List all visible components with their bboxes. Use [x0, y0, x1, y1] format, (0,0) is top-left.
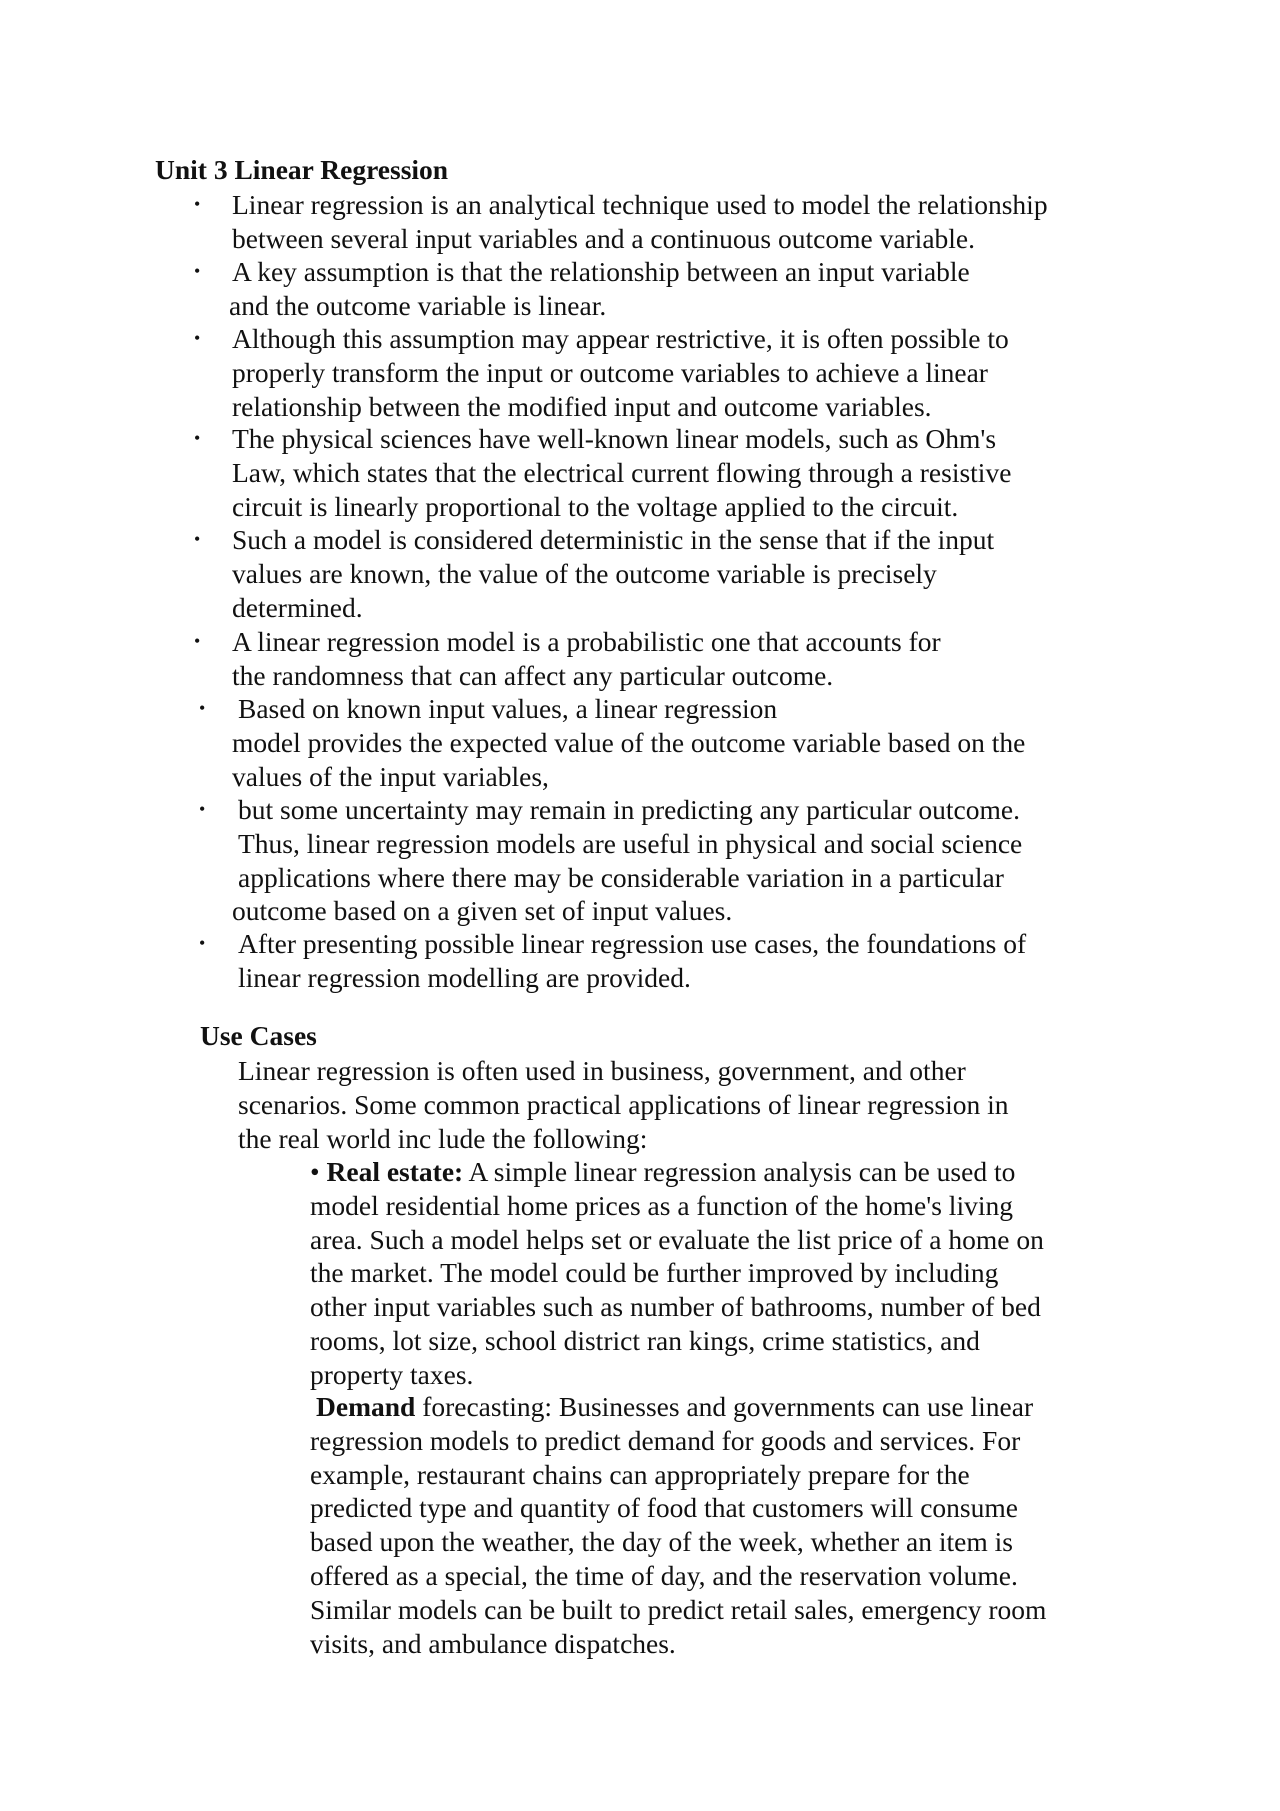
bullet-line: A linear regression model is a probabilistic one that accounts for — [232, 626, 941, 657]
bullet-line: Although this assumption may appear restrictive, it is often possible to — [232, 323, 1009, 354]
real-estate-bullet: • — [310, 1156, 320, 1187]
real-estate-first-text: A simple linear regression analysis can be used to — [463, 1156, 1016, 1187]
bullet-item — [194, 422, 1132, 523]
bullet-dot: • — [194, 428, 201, 448]
bullet-item — [199, 692, 1138, 793]
bullet-line: values are known, the value of the outcome variable is precisely — [232, 557, 937, 589]
bullet-item — [194, 523, 1132, 624]
bullet-dot: • — [194, 328, 201, 348]
bullet-dot: • — [199, 799, 206, 819]
bullet-line: Such a model is considered deterministic in the sense that if the input — [232, 524, 995, 555]
use-cases-intro — [238, 1054, 1009, 1155]
bullet-line: circuit is linearly proportional to the voltage applied to the circuit. — [232, 490, 959, 522]
bullet-line: Based on known input values, a linear regression — [238, 693, 778, 724]
bullet-item — [194, 255, 1132, 323]
intro-line: scenarios. Some common practical applications of linear regression in — [238, 1088, 1009, 1120]
bullet-item — [199, 793, 1138, 928]
demand-label: Demand — [316, 1391, 416, 1422]
real-estate-line: model residential home prices as a function of the home's living — [310, 1189, 1013, 1221]
bullet-line: After presenting possible linear regression use cases, the foundations of — [238, 928, 1027, 959]
demand-line: Similar models can be built to predict retail sales, emergency room — [310, 1593, 1047, 1625]
bullet-dot: • — [194, 529, 201, 549]
bullet-item — [194, 625, 1132, 693]
intro-line: Linear regression is often used in business, government, and other — [238, 1055, 966, 1086]
demand-line: regression models to predict demand for goods and services. For — [310, 1424, 1021, 1456]
bullet-line: outcome based on a given set of input values. — [232, 895, 733, 927]
real-estate-paragraph — [310, 1155, 1044, 1392]
bullet-line: Thus, linear regression models are useful in physical and social science — [238, 827, 1023, 859]
bullet-line: A key assumption is that the relationship between an input variable — [232, 256, 970, 287]
bullet-item — [194, 322, 1132, 423]
demand-first-text: forecasting: Businesses and governments can use linear — [415, 1391, 1034, 1422]
real-estate-line: rooms, lot size, school district ran kings, crime statistics, and — [310, 1324, 980, 1356]
real-estate-line: area. Such a model helps set or evaluate the list price of a home on — [310, 1223, 1044, 1255]
real-estate-line: the market. The model could be further improved by including — [310, 1257, 999, 1289]
bullet-dot: • — [194, 194, 201, 214]
demand-line: based upon the weather, the day of the week, whether an item is — [310, 1526, 1013, 1558]
intro-line: the real world inc lude the following: — [238, 1122, 648, 1154]
section-heading: Use Cases — [200, 1020, 317, 1051]
bullet-line: linear regression modelling are provided. — [238, 961, 691, 993]
bullet-line: but some uncertainty may remain in predicting any particular outcome. — [238, 794, 1020, 825]
real-estate-line: other input variables such as number of bathrooms, number of bed — [310, 1291, 1041, 1323]
demand-first-line — [316, 1390, 1046, 1424]
bullet-line: Law, which states that the electrical current flowing through a resistive — [232, 456, 1012, 488]
bullet-line: values of the input variables, — [232, 760, 549, 792]
bullet-dot: • — [194, 261, 201, 281]
demand-paragraph — [310, 1390, 1046, 1660]
real-estate-line: property taxes. — [310, 1358, 474, 1390]
bullet-line: Linear regression is an analytical technique used to model the relationship — [232, 189, 1048, 220]
demand-line: offered as a special, the time of day, and the reservation volume. — [310, 1559, 1018, 1591]
bullet-line: and the outcome variable is linear. — [229, 289, 607, 321]
real-estate-first-line — [310, 1155, 1044, 1189]
bullet-line: applications where there may be considerable variation in a particular — [238, 861, 1004, 893]
bullet-line: properly transform the input or outcome variables to achieve a linear — [232, 356, 988, 388]
demand-line: predicted type and quantity of food that customers will consume — [310, 1492, 1018, 1524]
bullet-line: the randomness that can affect any particular outcome. — [232, 659, 834, 691]
bullet-dot: • — [199, 933, 206, 953]
bullet-line: determined. — [232, 591, 363, 623]
real-estate-label: Real estate: — [326, 1156, 464, 1187]
demand-line: example, restaurant chains can appropriately prepare for the — [310, 1458, 970, 1490]
bullet-dot: • — [194, 631, 201, 651]
bullet-line: relationship between the modified input and outcome variables. — [232, 390, 932, 422]
bullet-item — [194, 188, 1132, 256]
bullet-dot: • — [199, 698, 206, 718]
bullet-item — [199, 927, 1138, 995]
page-title: Unit 3 Linear Regression — [155, 154, 449, 185]
bullet-line: The physical sciences have well-known linear models, such as Ohm's — [232, 423, 997, 454]
demand-line: visits, and ambulance dispatches. — [310, 1627, 676, 1659]
bullet-line: between several input variables and a continuous outcome variable. — [232, 222, 975, 254]
bullet-line: model provides the expected value of the outcome variable based on the — [232, 726, 1026, 758]
